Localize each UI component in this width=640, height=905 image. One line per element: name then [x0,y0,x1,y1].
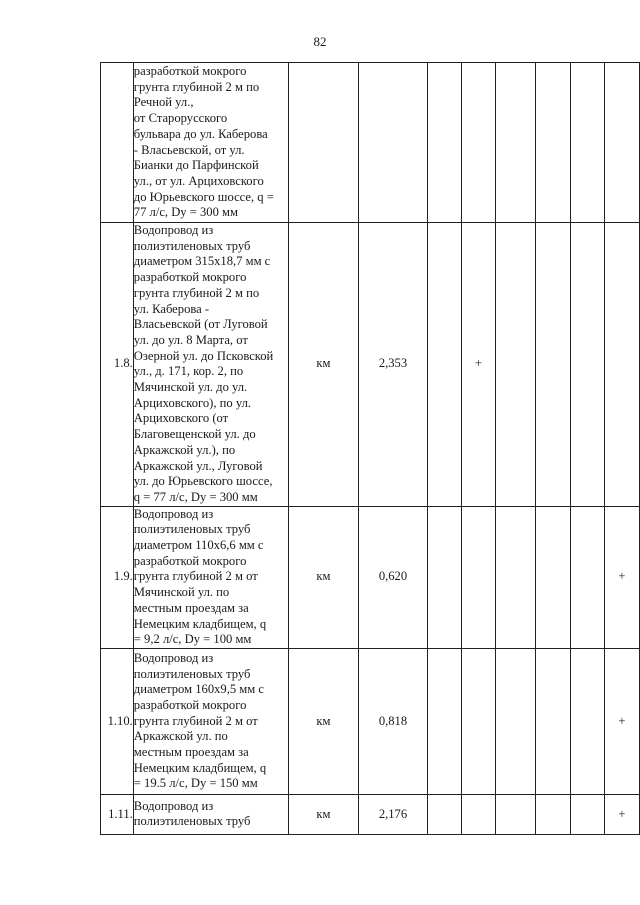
description-line: Немецким кладбищем, q [133,760,267,775]
description-line: ул. до ул. 8 Марта, от [133,332,248,347]
description-line: - Власьевской, от ул. [133,142,245,157]
table-row [101,794,640,834]
description-line: Арциховского (от [133,411,229,426]
description-line: Немецким кладбищем, q [133,616,267,631]
schedule-mark-cell: + [604,648,639,794]
schedule-mark-cell [427,63,461,223]
schedule-mark-cell [570,223,604,507]
schedule-mark-cell [461,794,495,834]
description-line: местным проездам за [133,745,249,760]
description-line: ул. до Юрьевского шоссе, [133,474,273,489]
description-line: грунта глубиной 2 м по [133,79,260,94]
row-length-value: 0,620 [359,506,428,648]
row-description [133,794,288,834]
schedule-mark-cell [604,223,639,507]
description-line: ул., от ул. Арциховского [133,173,264,188]
description-line: Водопровод из [133,223,214,237]
row-description [133,223,288,507]
description-line: = 19.5 л/с, Dy = 150 мм [133,776,258,791]
description-line: диаметром 160x9,5 мм с [133,682,264,697]
row-unit: км [288,506,358,648]
row-description [133,506,288,648]
description-line: местным проездам за [133,600,249,615]
description-line: Благовещенской ул. до [133,427,256,442]
table-row [101,506,640,648]
schedule-mark-cell [461,63,495,223]
description-line: Озерной ул. до Псковской [133,348,274,363]
table-row [101,648,640,794]
table-row [101,223,640,507]
row-length-value: 0,818 [359,648,428,794]
description-line: грунта глубиной 2 м по [133,285,260,300]
schedule-mark-cell [604,63,639,223]
schedule-mark-cell: + [604,506,639,648]
schedule-mark-cell: + [604,794,639,834]
row-number: 1.9. [101,506,134,648]
schedule-mark-cell: + [461,223,495,507]
description-line: полиэтиленовых труб [133,666,251,681]
schedule-mark-cell [535,648,570,794]
schedule-mark-cell [427,648,461,794]
description-line: Аркажской ул., Луговой [133,458,263,473]
description-line: Аркажской ул. по [133,729,228,744]
row-number: 1.11. [101,794,134,834]
description-line: ул. Каберова - [133,301,210,316]
description-line: диаметром 315x18,7 мм с [133,254,271,269]
row-number: 1.10. [101,648,134,794]
description-line: разработкой мокрого [133,270,247,285]
description-line: Водопровод из [133,798,214,813]
row-unit: км [288,648,358,794]
schedule-mark-cell [496,223,536,507]
schedule-mark-cell [427,794,461,834]
description-line: Речной ул., [133,95,194,110]
schedule-mark-cell [570,794,604,834]
row-length-value: 2,353 [359,223,428,507]
schedule-mark-cell [535,223,570,507]
schedule-mark-cell [461,648,495,794]
schedule-mark-cell [535,506,570,648]
description-line: q = 77 л/с, Dy = 300 мм [133,489,258,504]
description-line: Мячинской ул. по [133,585,230,600]
schedule-mark-cell [496,63,536,223]
description-line: Водопровод из [133,650,214,665]
schedule-mark-cell [570,648,604,794]
row-number: 1.8. [101,223,134,507]
table-body [101,63,640,835]
description-line: до Юрьевского шоссе, q = [133,189,274,204]
description-line: разработкой мокрого [133,63,247,78]
description-line: Власьевской (от Луговой [133,317,268,332]
description-line: Бианки до Парфинской [133,158,259,173]
schedule-mark-cell [535,794,570,834]
row-unit [288,63,358,223]
schedule-mark-cell [570,63,604,223]
schedule-mark-cell [570,506,604,648]
table-row [101,63,640,223]
description-line: 77 л/с, Dy = 300 мм [133,205,238,220]
works-table [100,62,640,835]
description-line: Мячинской ул. до ул. [133,380,248,395]
row-description [133,63,288,223]
schedule-mark-cell [535,63,570,223]
description-line: разработкой мокрого [133,553,247,568]
row-length-value [359,63,428,223]
description-line: грунта глубиной 2 м от [133,713,258,728]
schedule-mark-cell [496,794,536,834]
description-line: бульвара до ул. Каберова [133,126,268,141]
row-description [133,648,288,794]
schedule-mark-cell [427,506,461,648]
description-line: диаметром 110x6,6 мм с [133,538,264,553]
description-line: полиэтиленовых труб [133,238,251,253]
schedule-mark-cell [496,648,536,794]
row-number [101,63,134,223]
row-length-value: 2,176 [359,794,428,834]
description-line: ул., д. 171, кор. 2, по [133,364,244,379]
description-line: от Старорусского [133,111,228,126]
description-line: Аркажской ул.), по [133,442,236,457]
description-line: полиэтиленовых труб [133,522,251,537]
description-line: грунта глубиной 2 м от [133,569,258,584]
row-unit: км [288,223,358,507]
schedule-mark-cell [461,506,495,648]
description-line: = 9,2 л/с, Dy = 100 мм [133,632,252,647]
row-unit: км [288,794,358,834]
description-line: Водопровод из [133,506,214,521]
description-line: полиэтиленовых труб [133,814,251,829]
description-line: разработкой мокрого [133,697,247,712]
schedule-mark-cell [496,506,536,648]
page-number: 82 [313,34,327,49]
description-line: Арциховского), по ул. [133,395,252,410]
schedule-mark-cell [427,223,461,507]
